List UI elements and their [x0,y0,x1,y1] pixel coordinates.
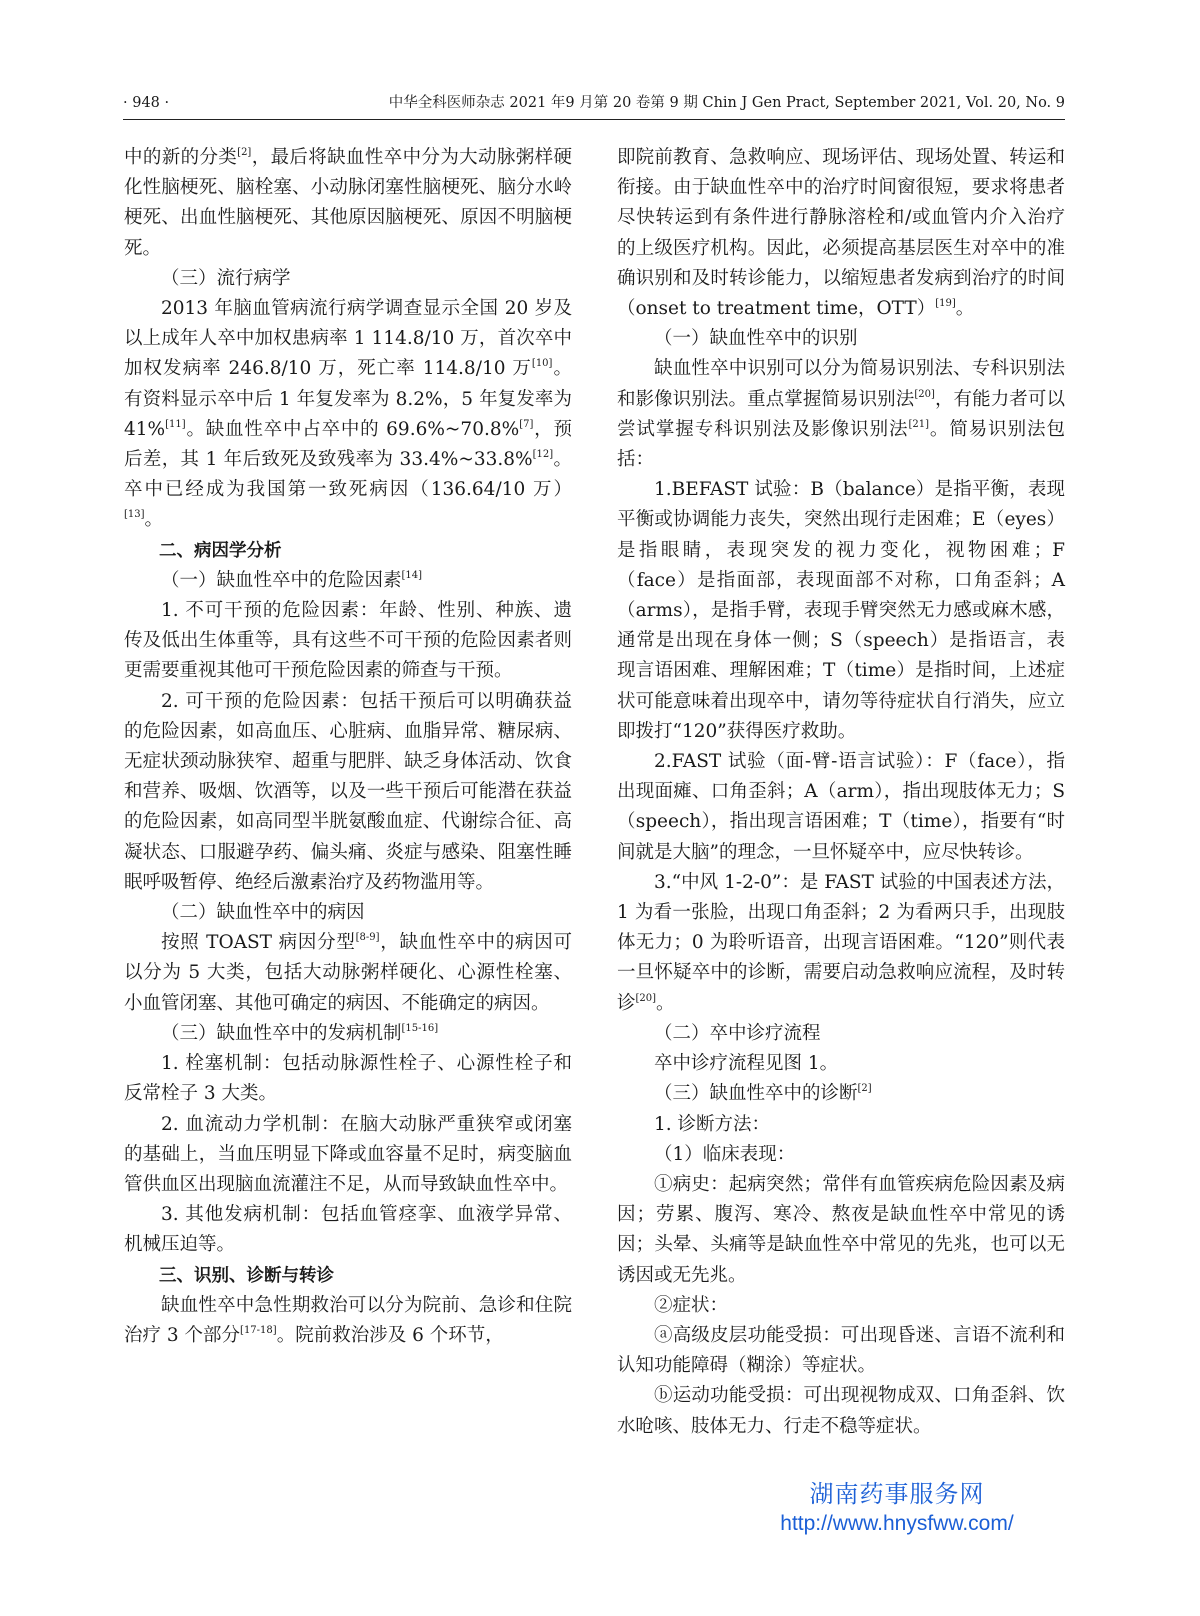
citation-ref[interactable]: [20] [914,388,935,400]
paragraph: 1. 栓塞机制：包括动脉源性栓子、心源性栓子和反常栓子 3 大类。 [124,1053,572,1105]
citation-ref[interactable]: [2] [237,147,252,158]
paragraph: 1. 诊断方法： [654,1113,771,1135]
paragraph: 2013 年脑血管病流行病学调查显示全国 20 岁及以上成年人卒中加权患病率 1 114.8/10 万，首次卒中加权发病率 246.8/10 万，死亡率 114.8/10 万[10]。有资料显示卒中后 1 年复发率为 8.2%，5 年复发率为 41%[11]。缺血性卒中占卒中的 69.6%~70.8%[7]，预后差，其 1 年后致死及致残率为 33.4%~33.8%[12]。卒中已经成为我国第一致死病因（136.64/10 万）[13]。 [124,298,572,531]
paragraph: ⓐ高级皮层功能受损：可出现昏迷、言语不流利和认知功能障碍（糊涂）等症状。 [617,1324,1065,1377]
right-column [617,143,1065,1442]
citation-ref[interactable]: [11] [165,418,186,430]
subsection-heading: （一）缺血性卒中的危险因素[14] [161,569,423,591]
subsection-heading: （一）缺血性卒中的识别 [654,328,858,350]
watermark-url[interactable]: http://www.hnysfww.com/ [780,1512,1014,1535]
subsection-heading: （二）卒中诊疗流程 [654,1022,821,1044]
paragraph: 2.FAST 试验（面-臂-语言试验）：F（face），指出现面瘫、口角歪斜；A（arm），指出现肢体无力；S（speech），指出现言语困难；T（time），指要有“时间就是大脑”的理念，一旦怀疑卒中，应尽快转诊。 [617,751,1065,863]
citation-ref[interactable]: [15-16] [401,1022,439,1034]
subsection-heading: （三）缺血性卒中的发病机制[15-16] [161,1022,439,1044]
paragraph: 2. 可干预的危险因素：包括干预后可以明确获益的危险因素，如高血压、心脏病、血脂异常、糖尿病、无症状颈动脉狭窄、超重与肥胖、缺乏身体活动、饮食和营养、吸烟、饮酒等，以及一些干预后可能潜在获益的危险因素，如高同型半胱氨酸血症、代谢综合征、高凝状态、口服避孕药、偏头痛、炎症与感染、阻塞性睡眠呼吸暂停、绝经后激素治疗及药物滥用等。 [124,690,572,893]
paragraph: 缺血性卒中急性期救治可以分为院前、急诊和住院治疗 3 个部分[17-18]。院前救治涉及 6 个环节， [124,1294,572,1346]
watermark-name: 湖南药事服务网 [809,1481,985,1508]
citation-ref[interactable]: [21] [908,418,929,430]
journal-citation: 中华全科医师杂志 2021 年9 月第 20 卷第 9 期 Chin J Gen Pract, September 2021, Vol. 20, No. 9 [388,95,1065,111]
citation-ref[interactable]: [7] [519,418,534,430]
paragraph: 即院前教育、急救响应、现场评估、现场处置、转运和衔接。由于缺血性卒中的治疗时间窗很短，要求将患者尽快转运到有条件进行静脉溶栓和/或血管内介入治疗的上级医疗机构。因此，必须提高基层医生对卒中的准确识别和及时转诊能力，以缩短患者发病到治疗的时间（onset to treatment time，OTT）[19]。 [617,147,1065,320]
paragraph: ②症状： [654,1294,729,1316]
paragraph: 缺血性卒中识别可以分为简易识别法、专科识别法和影像识别法。重点掌握简易识别法[20]，有能力者可以尝试掌握专科识别法及影像识别法[21]。简易识别法包括： [617,358,1065,471]
subsection-heading: （二）缺血性卒中的病因 [161,902,365,924]
paragraph: ①病史：起病突然；常伴有血管疾病危险因素及病因；劳累、腹泻、寒冷、熬夜是缺血性卒中常见的诱因；头晕、头痛等是缺血性卒中常见的先兆，也可以无诱因或无先兆。 [617,1173,1065,1286]
citation-ref[interactable]: [13] [124,509,145,521]
paragraph: 中的新的分类[2]，最后将缺血性卒中分为大动脉粥样硬化性脑梗死、脑栓塞、小动脉闭塞性脑梗死、脑分水岭梗死、出血性脑梗死、其他原因脑梗死、原因不明脑梗死。 [124,147,572,259]
paragraph: 卒中诊疗流程见图 1。 [654,1053,839,1075]
paragraph: 3. 其他发病机制：包括血管痉挛、血液学异常、机械压迫等。 [124,1204,572,1256]
citation-ref[interactable]: [20] [635,992,657,1004]
watermark [752,1480,1042,1538]
section-heading: 二、病因学分析 [159,540,282,561]
paragraph: （1）临床表现： [654,1143,796,1165]
section-heading: 三、识别、诊断与转诊 [159,1265,334,1286]
paragraph: 1.BEFAST 试验：B（balance）是指平衡，表现平衡或协调能力丧失，突然出现行走困难；E（eyes）是指眼睛，表现突发的视力变化，视物困难；F（face）是指面部，表现面部不对称，口角歪斜；A（arms），是指手臂，表现手臂突然无力感或麻木感，通常是出现在身体一侧；S（speech）是指语言，表现言语困难、理解困难；T（time）是指时间，上述症状可能意味着出现卒中，请勿等待症状自行消失，应立即拨打“120”获得医疗救助。 [617,479,1065,742]
citation-ref[interactable]: [17-18] [240,1324,277,1336]
paragraph: 2. 血流动力学机制：在脑大动脉严重狭窄或闭塞的基础上，当血压明显下降或血容量不足时，病变脑血管供血区出现脑血流灌注不足，从而导致缺血性卒中。 [124,1113,572,1195]
citation-ref[interactable]: [14] [401,569,423,581]
paragraph: 1. 不可干预的危险因素：年龄、性别、种族、遗传及低出生体重等，具有这些不可干预的危险因素者则更需要重视其他可干预危险因素的筛查与干预。 [124,600,572,682]
citation-ref[interactable]: [10] [531,358,553,370]
left-column [124,143,572,1351]
section-heading: （三）流行病学 [161,267,291,289]
paragraph: 按照 TOAST 病因分型[8-9]，缺血性卒中的病因可以分为 5 大类，包括大动脉粥样硬化、心源性栓塞、小血管闭塞、其他可确定的病因、不能确定的病因。 [124,932,572,1014]
citation-ref[interactable]: [2] [857,1083,872,1095]
page-number: · 948 · [123,95,170,111]
subsection-heading: （三）缺血性卒中的诊断[2] [654,1083,872,1105]
citation-ref[interactable]: [19] [935,298,956,310]
citation-ref[interactable]: [12] [532,449,554,461]
paragraph: 3.“中风 1-2-0”：是 FAST 试验的中国表述方法，1 为看一张脸，出现口角歪斜；2 为看两只手，出现肢体无力；0 为聆听语音，出现言语困难。“120”则代表一旦怀疑卒中的诊断，需要启动急救响应流程，及时转诊[20]。 [617,871,1065,1014]
running-header [123,93,1065,120]
citation-ref[interactable]: [8-9] [355,932,380,944]
paragraph: ⓑ运动功能受损：可出现视物成双、口角歪斜、饮水呛咳、肢体无力、行走不稳等症状。 [617,1385,1065,1437]
